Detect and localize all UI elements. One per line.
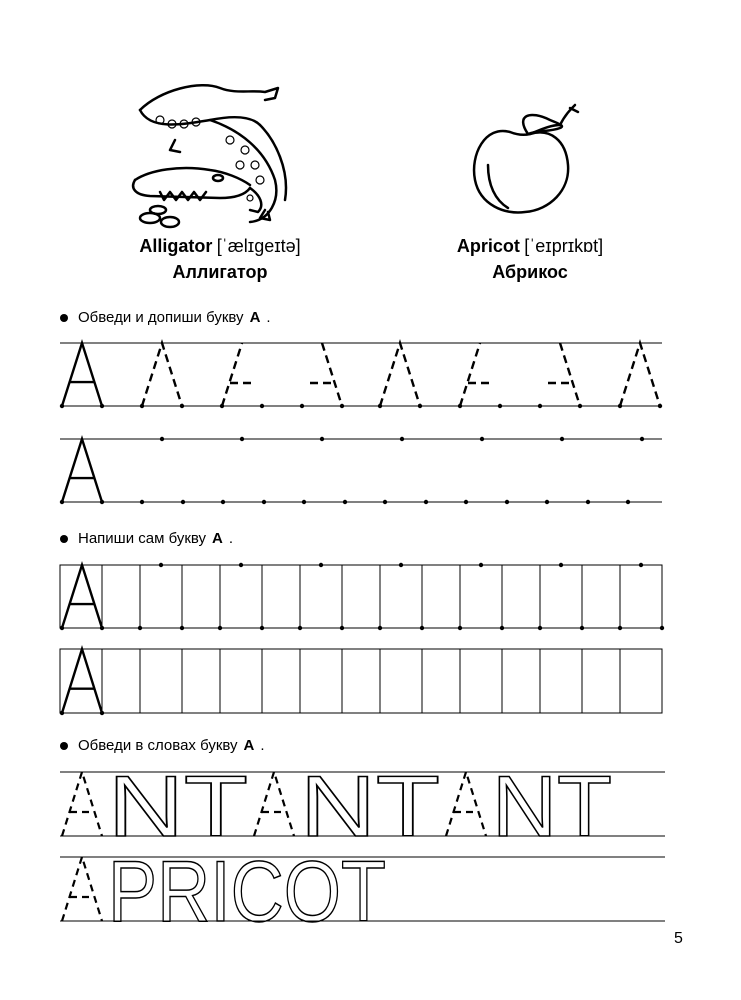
word-ant-row: NT: [108, 759, 248, 855]
apricot-phonetic: [ˈeɪprɪkɒt]: [524, 236, 604, 256]
instruction-text: Обведи и допиши букву: [78, 309, 244, 326]
instruction-letter: А: [243, 737, 255, 754]
instruction-text: Напиши сам букву: [78, 530, 207, 547]
instruction-letter: А: [212, 530, 223, 547]
svg-text:NT: NT: [492, 759, 612, 855]
alligator-russian: Аллигатор: [172, 262, 268, 282]
svg-text:NT: NT: [300, 759, 440, 855]
alligator-phonetic: [ˈælɪgeɪtə]: [216, 236, 301, 256]
instruction-words: Обведи в словах букву А .: [60, 737, 265, 754]
instruction-letter: А: [249, 309, 261, 326]
page-number: 5: [674, 930, 683, 947]
instruction-text: Обведи в словах букву: [78, 737, 238, 754]
apricot-english: Apricot: [456, 236, 520, 256]
instruction-write: Напиши сам букву А .: [60, 530, 233, 547]
apricot-russian: Абрикос: [492, 262, 568, 282]
alligator-english: Alligator: [139, 236, 213, 256]
instruction-trace: Обведи и допиши букву А .: [60, 309, 271, 326]
word-apricot-row: PRICOT: [108, 844, 386, 940]
